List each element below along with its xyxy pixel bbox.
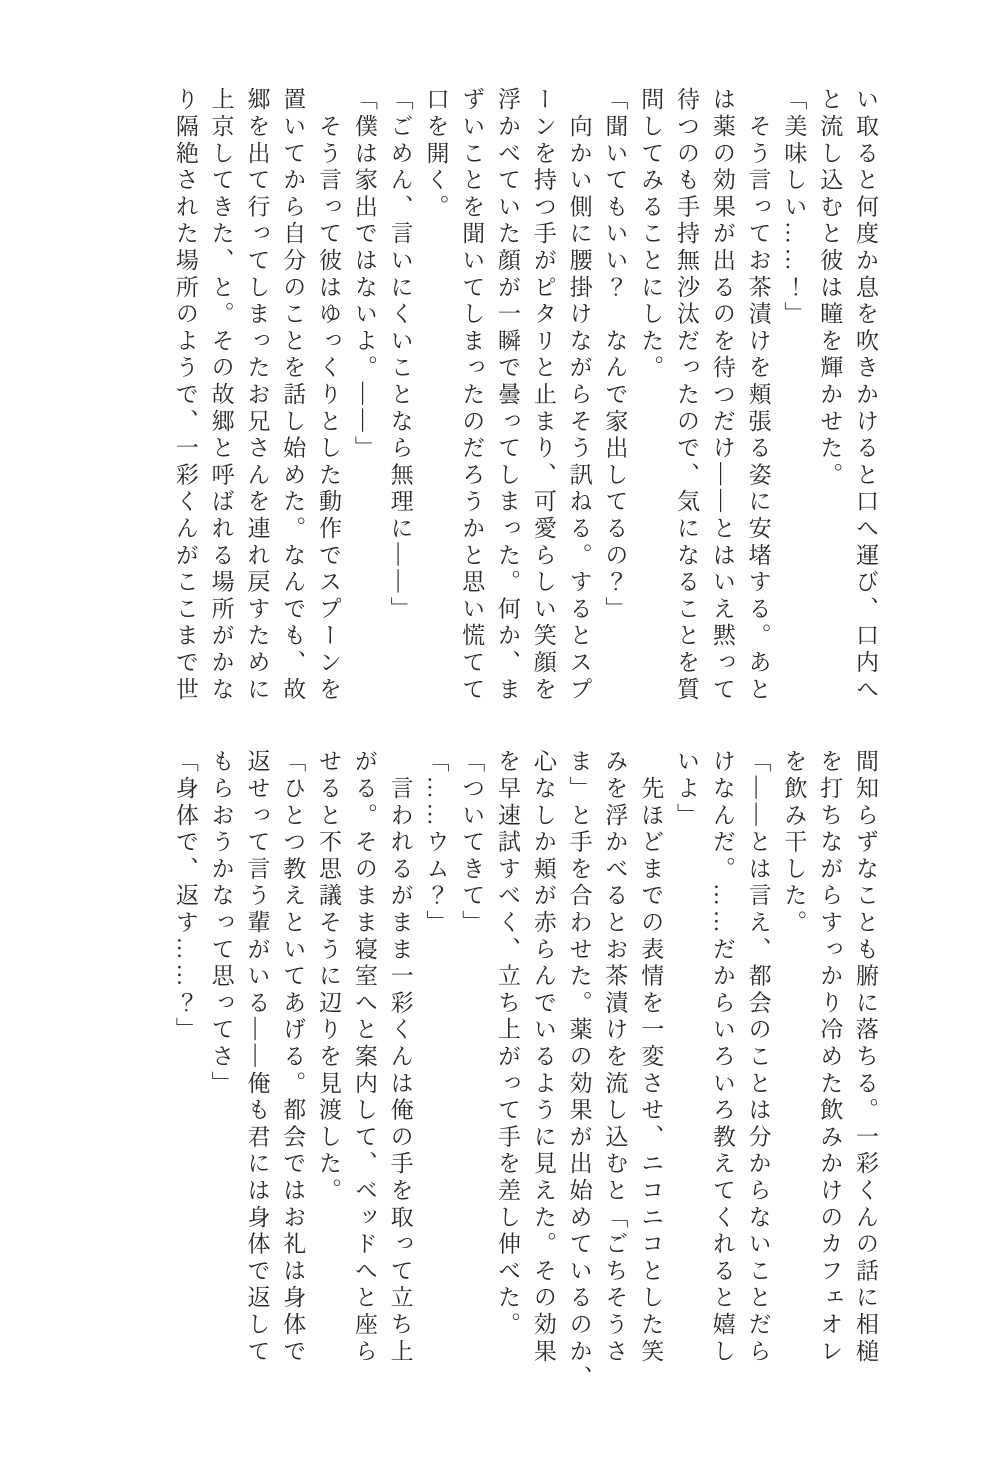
text-line: 「……ウム？」: [423, 749, 449, 937]
text-line: 口を開く。: [423, 87, 449, 221]
text-line: 間知らずなことも腑に落ちる。一彩くんの話に相槌: [853, 749, 878, 1366]
text-line: は薬の効果が出るのを待つだけ——とはいえ黙って: [709, 87, 735, 704]
text-line: そう言ってお茶漬けを頬張る姿に安堵する。あと: [745, 87, 771, 704]
text-line: 返せって言う輩がいる——俺も君には身体で返して: [244, 749, 270, 1366]
text-line: を飲み干した。: [781, 749, 807, 937]
text-line: 置いてから自分のことを話し始めた。なんでも、故: [280, 87, 306, 704]
text-line: 問してみることにした。: [638, 87, 664, 382]
text-line: せると不思議そうに辺りを見渡した。: [316, 749, 342, 1205]
text-line: がる。そのまま寝室へと案内して、ベッドへと座ら: [351, 749, 377, 1366]
text-line: 郷を出て行ってしまったお兄さんを連れ戻すために: [244, 87, 270, 704]
text-line: 向かい側に腰掛けながらそう訊ねる。するとスプ: [566, 87, 592, 704]
text-line: 「聞いてもいい？ なんで家出してるの？」: [602, 87, 628, 623]
text-line: り隔絶された場所のようで、一彩くんがここまで世: [172, 87, 198, 704]
text-line: 「ついてきて」: [459, 749, 485, 937]
vertical-text-block-top: [167, 87, 883, 727]
text-line: を早速試すべく、立ち上がって手を差し伸べた。: [495, 749, 521, 1339]
text-line: を打ちながらすっかり冷めた飲みかけのカフェオレ: [817, 749, 843, 1366]
text-line: 心なしか頬が赤らんでいるように見えた。その効果: [530, 749, 556, 1366]
text-line: 「——とは言え、都会のことは分からないことだら: [745, 749, 771, 1366]
text-line: 「ごめん、言いにくいことなら無理に——」: [387, 87, 413, 623]
text-line: い取ると何度か息を吹きかけると口へ運び、口内へ: [853, 87, 878, 704]
text-line: 「身体で、返す……？」: [172, 749, 198, 1044]
text-line: もらおうかなって思ってさ」: [208, 749, 234, 1098]
text-line: ずいことを聞いてしまったのだろうかと思い慌てて: [459, 87, 485, 704]
text-line: けなんだ。……だからいろいろ教えてくれると嬉し: [709, 749, 735, 1366]
text-line: 上京してきた、と。その故郷と呼ばれる場所がかな: [208, 87, 234, 704]
text-line: 先ほどまでの表情を一変させ、ニコニコとした笑: [638, 749, 664, 1366]
text-line: 言われるがまま一彩くんは俺の手を取って立ち上: [387, 749, 413, 1366]
text-line: と流し込むと彼は瞳を輝かせた。: [817, 87, 843, 489]
text-line: いよ」: [674, 749, 700, 830]
text-line: 浮かべていた顔が一瞬で曇ってしまった。何か、ま: [495, 87, 521, 704]
text-line: 「僕は家出ではないよ。——」: [351, 87, 377, 463]
text-line: ま」と手を合わせた。薬の効果が出始めているのか、: [566, 749, 592, 1393]
text-line: みを浮かべるとお茶漬けを流し込むと「ごちそうさ: [602, 749, 628, 1366]
text-line: ーンを持つ手がピタリと止まり、可愛らしい笑顔を: [530, 87, 556, 704]
text-line: 待つのも手持無沙汰だったので、気になることを質: [674, 87, 700, 704]
text-line: 「美味しい……！」: [781, 87, 807, 329]
text-line: そう言って彼はゆっくりとした動作でスプーンを: [316, 87, 342, 704]
text-line: 「ひとつ教えといてあげる。都会ではお礼は身体で: [280, 749, 306, 1366]
vertical-text-block-bottom: [167, 749, 883, 1393]
